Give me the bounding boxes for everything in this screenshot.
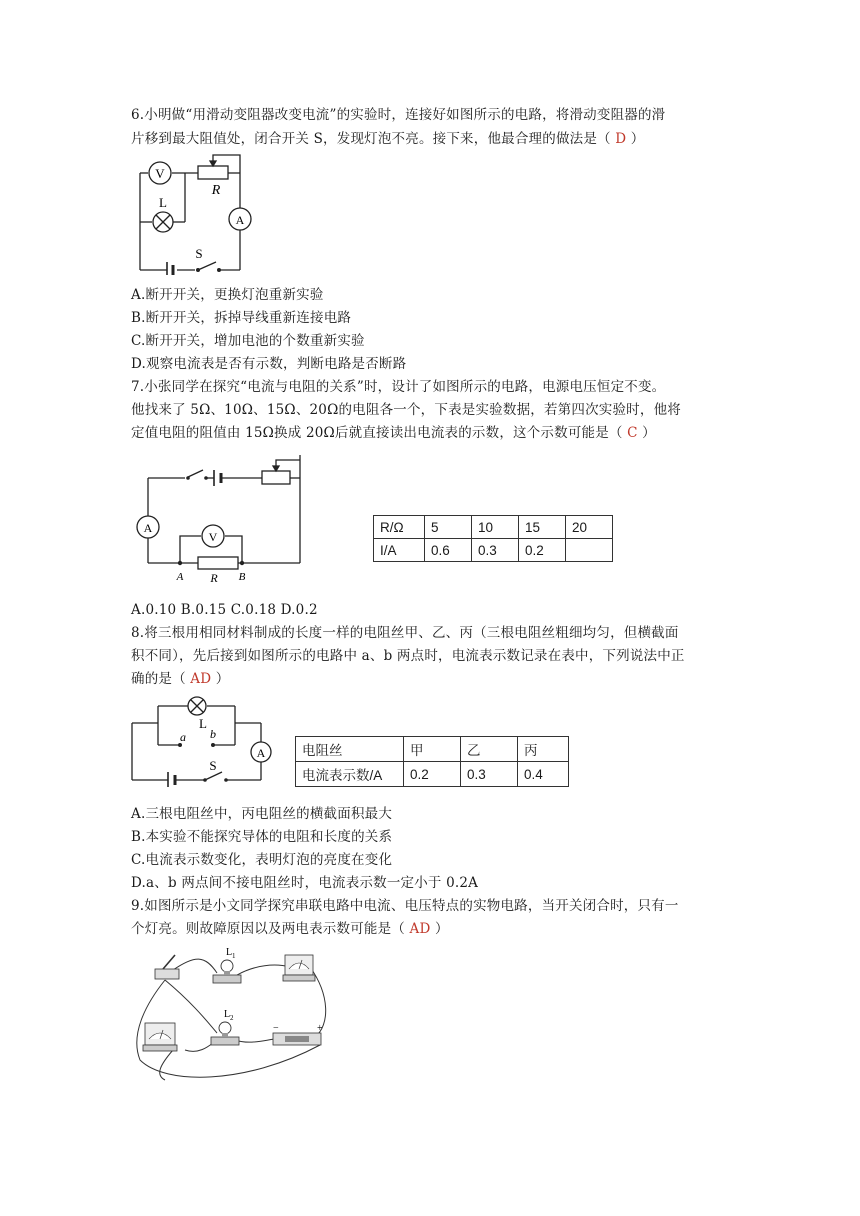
q9-stem-line2 [131, 918, 449, 940]
lamp-l1-label: L [226, 947, 233, 958]
q8-stem-line1: 8.将三根用相同材料制成的长度一样的电阻丝甲、乙、丙（三根电阻丝粗细均匀，但横截面 [131, 625, 679, 641]
q9-stem-text: 个灯亮。则故障原因以及两电表示数可能是（ [131, 921, 410, 937]
q8-switch-label: S [209, 758, 217, 773]
q6-option-c: C.断开开关，增加电池的个数重新实验 [131, 333, 365, 349]
lamp-l2-icon [211, 1022, 239, 1045]
q8-stem-line3 [131, 668, 229, 690]
q7-resistor-label: R [210, 571, 218, 585]
q8-answer: AD [190, 671, 212, 687]
q8-stem-close: ） [211, 671, 230, 687]
q7-voltmeter-label: V [208, 530, 218, 544]
q8-point-a-label: a [180, 730, 186, 744]
table-cell [566, 539, 613, 562]
table-cell: 5 [425, 516, 472, 539]
q8-option-c: C.电流表示数变化，表明灯泡的亮度在变化 [131, 852, 393, 868]
q7-stem-line2: 他找来了 5Ω、10Ω、15Ω、20Ω的电阻各一个，下表是实验数据，若第四次实验时，他将 [131, 402, 681, 418]
q7-stem-close: ） [637, 425, 656, 441]
q6-circuit-diagram [130, 150, 260, 275]
table-cell: 电流表示数/A [296, 762, 404, 787]
table-cell: 甲 [404, 737, 461, 762]
q6-stem-text: 片移到最大阻值处，闭合开关 S，发现灯泡不亮。接下来，他最合理的做法是（ [131, 131, 616, 147]
q8-ammeter-label: A [256, 746, 266, 760]
table-cell: 0.3 [472, 539, 519, 562]
q6-rheostat-label: R [211, 183, 221, 198]
voltmeter-icon [283, 955, 315, 981]
q7-data-table [373, 515, 613, 562]
q7-ammeter-label: A [143, 521, 153, 535]
lamp-l2-label: L [224, 1009, 231, 1020]
q6-ammeter-label: A [235, 213, 245, 227]
ammeter-icon [143, 1023, 177, 1051]
q7-answer: C [627, 425, 638, 441]
q6-option-b: B.断开开关，拆掉导线重新连接电路 [131, 310, 352, 326]
q8-point-b-label: b [210, 727, 216, 741]
q8-data-table [295, 736, 569, 787]
table-cell: 20 [566, 516, 613, 539]
battery-icon [273, 1033, 321, 1045]
q9-physical-circuit [125, 945, 340, 1090]
lamp-l1-subscript: 1 [232, 952, 236, 960]
q6-lamp-label: L [159, 195, 167, 210]
q6-switch-label: S [195, 246, 203, 261]
q8-stem-text: 确的是（ [131, 671, 191, 687]
q8-circuit-diagram [130, 692, 275, 787]
table-cell: 15 [519, 516, 566, 539]
q8-option-d: D.a、b 两点间不接电阻丝时，电流表示数一定小于 0.2A [131, 875, 479, 891]
q8-lamp-label: L [199, 716, 207, 731]
q7-stem-line1: 7.小张同学在探究“电流与电阻的关系”时，设计了如图所示的电路，电源电压恒定不变。 [131, 379, 666, 395]
q8-stem-line2: 积不同），先后接到如图所示的电路中 a、b 两点时，电流表示数记录在表中，下列说法中正 [131, 648, 685, 664]
table-cell: 丙 [518, 737, 569, 762]
table-cell: 0.2 [404, 762, 461, 787]
table-row [296, 737, 569, 762]
table-cell: 0.4 [518, 762, 569, 787]
q6-voltmeter-label: V [155, 166, 165, 181]
q9-stem-close: ） [430, 921, 449, 937]
q8-option-b: B.本实验不能探究导体的电阻和长度的关系 [131, 829, 393, 845]
lamp-l2-subscript: 2 [230, 1014, 234, 1022]
q7-circuit-diagram [130, 450, 310, 590]
q9-answer: AD [409, 921, 431, 937]
q7-stem-line3 [131, 422, 656, 444]
q9-stem-line1: 9.如图所示是小文同学探究串联电路中电流、电压特点的实物电路，当开关闭合时，只有一 [131, 898, 679, 914]
q7-stem-text: 定值电阻的阻值由 15Ω换成 20Ω后就直接读出电流表的示数，这个示数可能是（ [131, 425, 628, 441]
table-cell: 0.6 [425, 539, 472, 562]
q6-stem-close: ） [626, 131, 645, 147]
table-cell: R/Ω [374, 516, 425, 539]
q6-answer: D [615, 131, 627, 147]
q8-option-a: A.三根电阻丝中，丙电阻丝的横截面积最大 [131, 806, 393, 822]
table-row [296, 762, 569, 787]
table-cell: 0.2 [519, 539, 566, 562]
q7-point-a-label: A [176, 571, 184, 583]
table-cell: 0.3 [461, 762, 518, 787]
table-row [374, 516, 613, 539]
q7-options: A.0.10 B.0.15 C.0.18 D.0.2 [131, 602, 318, 618]
q6-option-d: D.观察电流表是否有示数，判断电路是否断路 [131, 356, 407, 372]
table-cell: 乙 [461, 737, 518, 762]
q6-stem-line2 [131, 128, 644, 150]
lamp-l1-icon [213, 960, 241, 983]
q6-option-a: A.断开开关，更换灯泡重新实验 [131, 287, 324, 303]
table-row [374, 539, 613, 562]
switch-icon [155, 955, 179, 979]
q6-stem-line1: 6.小明做“用滑动变阻器改变电流”的实验时，连接好如图所示的电路，将滑动变阻器的滑 [131, 107, 666, 123]
battery-plus-label: + [317, 1023, 323, 1034]
q7-point-b-label: B [238, 571, 246, 583]
table-cell: 10 [472, 516, 519, 539]
table-cell: 电阻丝 [296, 737, 404, 762]
battery-minus-label: − [273, 1023, 279, 1034]
table-cell: I/A [374, 539, 425, 562]
